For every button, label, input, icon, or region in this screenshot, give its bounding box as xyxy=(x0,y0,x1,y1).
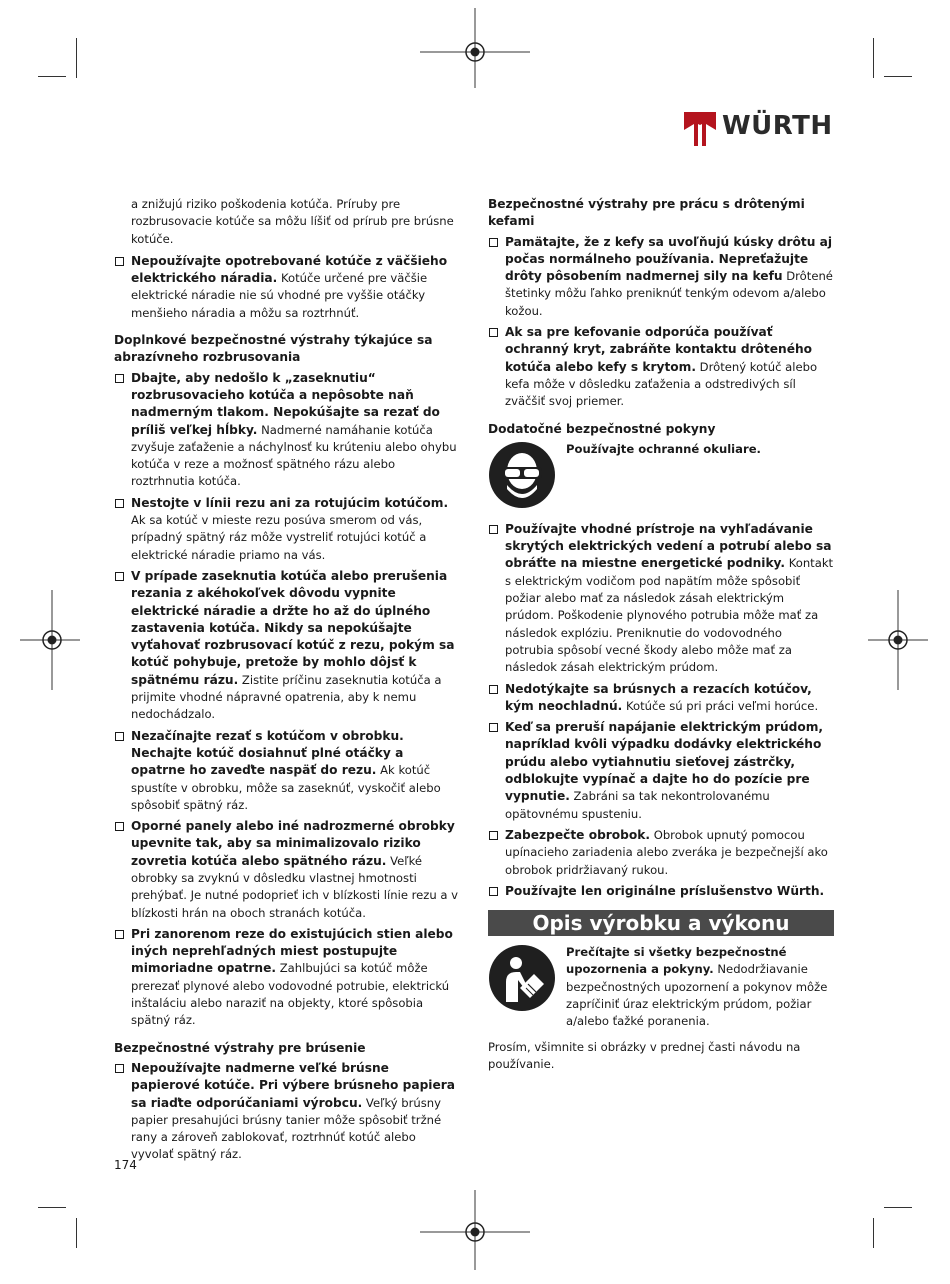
crop-mark xyxy=(884,76,912,77)
checkbox-bullet-icon xyxy=(115,822,124,831)
checkbox-bullet-icon xyxy=(115,499,124,508)
checkbox-bullet-icon xyxy=(489,723,498,732)
read-manual-lead: Prečítajte si všetky bezpečnostné upozornenia a pokyny. xyxy=(566,945,787,977)
crop-mark xyxy=(873,38,874,78)
registration-mark-left xyxy=(20,590,80,690)
crop-mark xyxy=(76,38,77,78)
registration-mark-bottom xyxy=(420,1190,530,1270)
wurth-logo xyxy=(684,110,844,146)
list-item: V prípade zaseknutia kotúča alebo prerušenia rezania z akéhokoľvek dôvodu vypnite elektrické náradie a držte ho až do úplného zastavenia kotúča. Nikdy sa nepokúšajte vyťahovať rozbrusovací kotúč z rezu, pokým sa kotúč pohybuje, pretože by mohlo dôjsť k spätnému rázu. Zistite príčinu zaseknutia kotúča a prijmite vhodné nápravné opatrenia, aby k nemu nedochádzalo. xyxy=(114,568,460,724)
checkbox-bullet-icon xyxy=(489,887,498,896)
checkbox-bullet-icon xyxy=(489,831,498,840)
checkbox-bullet-icon xyxy=(115,930,124,939)
safety-goggles-icon xyxy=(488,441,556,509)
checkbox-bullet-icon xyxy=(115,374,124,383)
crop-mark xyxy=(38,76,66,77)
list-item: Používajte len originálne príslušenstvo Würth. xyxy=(488,883,834,900)
read-manual-icon xyxy=(488,944,556,1012)
crop-mark xyxy=(884,1207,912,1208)
checkbox-bullet-icon xyxy=(115,572,124,581)
checkbox-bullet-icon xyxy=(115,1064,124,1073)
list-item: Nedotýkajte sa brúsnych a rezacích kotúčov, kým neochladnú. Kotúče sú pri práci veľmi horúce. xyxy=(488,681,834,716)
crop-mark xyxy=(76,1218,77,1248)
section-heading: Doplnkové bezpečnostné výstrahy týkajúce sa abrazívneho rozbrusovania xyxy=(114,333,433,365)
registration-mark-top xyxy=(420,8,530,88)
list-item: Nepoužívajte opotrebované kotúče z väčšieho elektrického náradia. Kotúče určené pre väčšie elektrické náradie nie sú vhodné pre vyššie otáčky menšieho náradia a môžu sa roztrhnúť. xyxy=(114,253,460,322)
crop-mark xyxy=(873,1218,874,1248)
list-item: Nestojte v línii rezu ani za rotujúcim kotúčom. Ak sa kotúč v mieste rezu posúva smerom od vás, prípadný spätný ráz môže vystreliť rotujúci kotúč a elektrické náradie priamo na vás. xyxy=(114,495,460,564)
wurth-logo-mark-icon xyxy=(684,112,716,146)
checkbox-bullet-icon xyxy=(489,525,498,534)
right-column xyxy=(488,196,834,1080)
list-item: Oporné panely alebo iné nadrozmerné obrobky upevnite tak, aby sa minimalizovalo riziko zovretia kotúča alebo spätného rázu. Veľké obrobky sa zvyknú v dôsledku vlastnej hmotnosti prehýbať. Je nutné podoprieť ich v blízkosti línie rezu a v blízkosti hrán na oboch stranách kotúča. xyxy=(114,818,460,922)
list-item: Nezačínajte rezať s kotúčom v obrobku. Nechajte kotúč dosiahnuť plné otáčky a opatrne ho zaveďte naspäť do rezu. Ak kotúč spustíte v obrobku, môže sa zaseknúť, vyskočiť alebo spôsobiť spätný ráz. xyxy=(114,728,460,814)
list-item: Ak sa pre kefovanie odporúča používať ochranný kryt, zabráňte kontaktu drôteného kotúča alebo kefy s krytom. Drôtený kotúč alebo kefa môže v dôsledku zaťaženia a odstredivých síl zväčšiť svoj priemer. xyxy=(488,324,834,410)
read-manual-instruction xyxy=(488,944,834,1030)
checkbox-bullet-icon xyxy=(115,732,124,741)
registration-mark-right xyxy=(868,590,928,690)
list-item: Pri zanorenom reze do existujúcich stien alebo iných neprehľadných miest postupujte mimoriadne opatrne. Zahlbujúci sa kotúč môže prerezať plynové alebo vodovodné potrubie, elektrickú inštaláciu alebo naraziť na objekty, ktoré spôsobia spätný ráz. xyxy=(114,926,460,1030)
list-item: Nepoužívajte nadmerne veľké brúsne papierové kotúče. Pri výbere brúsneho papiera sa riaďte odporúčaniami výrobcu. Veľký brúsny papier presahujúci brúsny tanier môže spôsobiť tržné rany a zároveň zablokovať, roztrhnúť kotúč alebo vyvolať spätný ráz. xyxy=(114,1060,460,1164)
crop-mark xyxy=(38,1207,66,1208)
checkbox-bullet-icon xyxy=(489,685,498,694)
goggles-text: Používajte ochranné okuliare. xyxy=(566,441,761,456)
read-manual-text: Nedodržiavanie bezpečnostných upozornení a pokynov môže zapríčiniť úraz elektrickým prúdom, požiar a/alebo ťažké poranenia. xyxy=(566,962,828,1029)
note-text: Prosím, všimnite si obrázky v prednej časti návodu na používanie. xyxy=(488,1039,801,1071)
section-heading: Bezpečnostné výstrahy pre brúsenie xyxy=(114,1040,366,1055)
page-number: 174 xyxy=(114,1158,137,1172)
section-heading: Bezpečnostné výstrahy pre prácu s drôtenými kefami xyxy=(488,197,805,229)
list-item: Dbajte, aby nedošlo k „zaseknutiu“ rozbrusovacieho kotúča a nepôsobte naň nadmerným tlakom. Nepokúšajte sa rezať do príliš veľkej hĺbky. Nadmerné namáhanie kotúča zvyšuje zaťaženie a náchylnosť ku krúteniu alebo ohybu kotúča v reze a možnosť spätného rázu alebo roztrhnutia kotúča. xyxy=(114,370,460,491)
checkbox-bullet-icon xyxy=(489,238,498,247)
list-item: Používajte vhodné prístroje na vyhľadávanie skrytých elektrických vedení a potrubí alebo sa obráťte na miestne energetické podniky. Kontakt s elektrickým vodičom pod napätím môže spôsobiť požiar alebo mať za následok zásah elektrickým prúdom. Poškodenie plynového potrubia môže mať za následok explóziu. Preniknutie do vodovodného potrubia spôsobí vecné škody alebo môže mať za následok zásah elektrickým prúdom. xyxy=(488,521,834,677)
list-item: Zabezpečte obrobok. Obrobok upnutý pomocou upínacieho zariadenia alebo zveráka je bezpečnejší ako obrobok pridržiavaný rukou. xyxy=(488,827,834,879)
list-item: Keď sa preruší napájanie elektrickým prúdom, napríklad kvôli výpadku dodávky elektrického prúdu alebo vytiahnutiu sieťovej zástrčky, odblokujte vypínač a dajte ho do pozície pre vypnutie. Zabráni sa tak nekontrolovanému opätovnému spusteniu. xyxy=(488,719,834,823)
intro-text: a znižujú riziko poškodenia kotúča. Príruby pre rozbrusovacie kotúče sa môžu líšiť od prírub pre brúsne kotúče. xyxy=(131,197,454,246)
section-banner: Opis výrobku a výkonu xyxy=(488,910,834,936)
list-item: Pamätajte, že z kefy sa uvoľňujú kúsky drôtu aj počas normálneho používania. Nepreťažujte drôty pôsobením nadmernej sily na kefu Drôtené štetinky môžu ľahko preniknúť tenkým odevom a/alebo kožou. xyxy=(488,234,834,320)
left-column xyxy=(114,196,460,1168)
section-heading: Dodatočné bezpečnostné pokyny xyxy=(488,421,716,436)
wurth-logo-text: WÜRTH xyxy=(722,111,833,141)
checkbox-bullet-icon xyxy=(115,257,124,266)
goggles-instruction xyxy=(488,441,834,513)
checkbox-bullet-icon xyxy=(489,328,498,337)
